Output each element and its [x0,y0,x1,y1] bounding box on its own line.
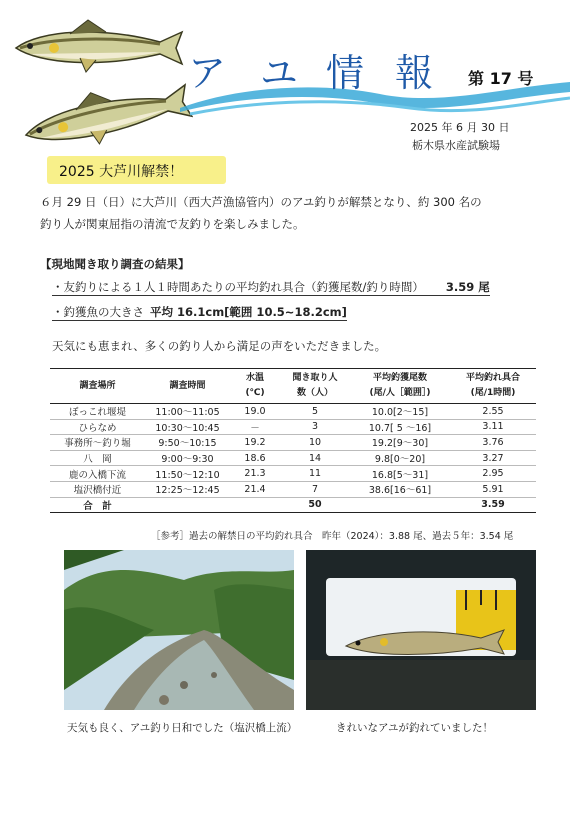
table-row: 事務所～釣り堀 9:50～10:15 19.2 10 19.2[9～30] 3.76 [50,435,536,451]
survey-bullet-catch-rate [52,279,490,295]
table-row: 八 岡 9:00～9:30 18.6 14 9.8[0～20] 3.27 [50,450,536,466]
col-water-temp: 水温 (℃) [230,369,280,404]
intro-line-1: ６月 29 日（日）に大芦川（西大芦漁協管内）のアユ釣りが解禁となり、約 300 名の [40,195,482,209]
headline-text: 2025 大芦川解禁！ [59,164,184,180]
ayu-fish-illustration-top [10,18,185,78]
col-time: 調査時間 [145,369,230,404]
table-row: 塩沢橋付近 12:25～12:45 21.4 7 38.6[16～61] 5.91 [50,481,536,497]
publish-date: 2025 年 6 月 30 日 [410,121,510,134]
col-avg-catch: 平均釣獲尾数 (尾/人［範囲］) [350,369,450,404]
river-photo-caption: 天気も良く、アユ釣り日和でした（塩沢橋上流） [67,722,298,734]
ayu-catch-photo [306,550,536,710]
title-char-1: ア [188,51,229,95]
survey-heading: 【現地聞き取り調査の結果】 [40,257,190,271]
table-total-row: 合 計 50 3.59 [50,497,536,513]
title-char-4: 報 [395,51,436,95]
table-row: ひらなめ 10:30～10:45 － 3 10.7[ 5 ～16] 3.11 [50,419,536,435]
title-char-2: ユ [260,51,301,95]
ayu-photo-caption: きれいなアユが釣れていました！ [336,722,493,734]
ayu-fish-illustration-bottom [18,80,193,155]
organization: 栃木県水産試験場 [412,139,500,152]
catch-rate-value: 3.59 尾 [445,280,490,294]
table-header-row [50,369,536,404]
reference-note: ［参考］過去の解禁日の平均釣れ具合 昨年（2024）：3.88 尾、過去５年：3.54 尾 [151,531,514,542]
survey-bullet-fish-size [52,304,347,320]
catch-rate-label: ・友釣りによる１人１時間あたりの平均釣れ具合（釣獲尾数/釣り時間） [52,280,424,294]
fish-size-value: 平均 16.1cm[範囲 10.5~18.2cm] [150,305,347,319]
survey-results-table [50,368,536,513]
issue-number: 第 17 号 [468,69,534,88]
title-char-3: 情 [326,51,367,95]
weather-note: 天気にも恵まれ、多くの釣り人から満足の声をいただきました。 [52,339,387,353]
col-respondents: 聞き取り人 数（人） [280,369,350,404]
table-row: 鹿の入橋下流 11:50～12:10 21.3 11 16.8[5～31] 2.95 [50,466,536,482]
col-location: 調査場所 [50,369,145,404]
headline-banner [47,156,226,184]
fish-size-label: ・釣獲魚の大きさ [52,305,144,319]
table-row: ぼっこれ堰堤 11:00～11:05 19.0 5 10.0[2～15] 2.55 [50,404,536,420]
river-photo [64,550,294,710]
intro-line-2: 釣り人が関東屈指の清流で友釣りを楽しみました。 [40,217,305,231]
col-catch-rate: 平均釣れ具合 (尾/1時間) [450,369,536,404]
